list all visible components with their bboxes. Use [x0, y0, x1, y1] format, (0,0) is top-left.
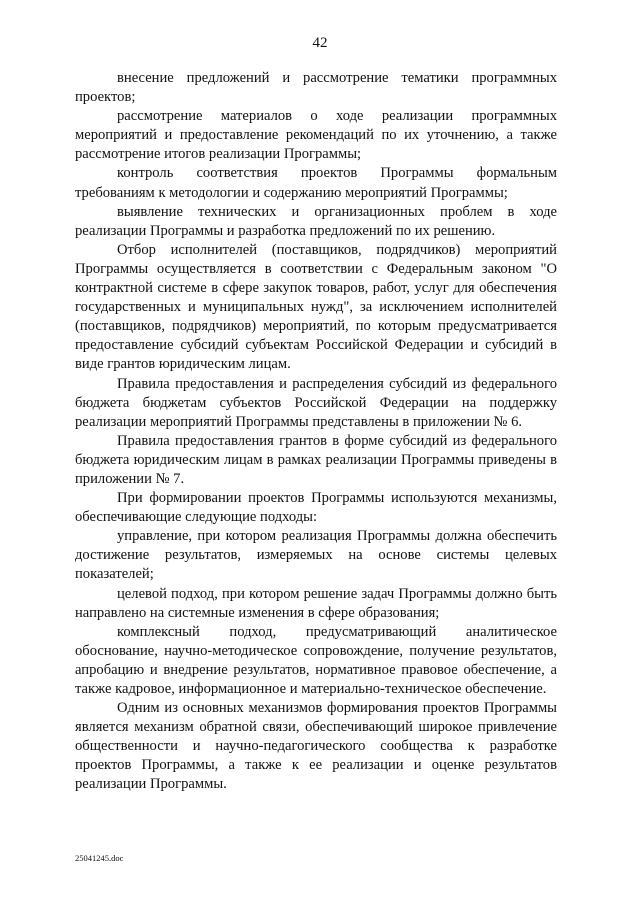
paragraph: комплексный подход, предусматривающий аналитическое обоснование, научно-методическое сопровождение, получение результатов, апробацию и внедрение результатов, нормативное правовое обеспечение, а также кадровое, информационное и материально-техническое обеспечение.: [75, 623, 557, 697]
paragraph: контроль соответствия проектов Программы формальным требованиям к методологии и содержанию мероприятий Программы;: [75, 165, 557, 201]
paragraph: рассмотрение материалов о ходе реализации программных мероприятий и предоставление рекомендаций по их уточнению, а также рассмотрение итогов реализации Программы;: [75, 108, 557, 163]
page-number: 42: [312, 35, 328, 51]
paragraph: Правила предоставления и распределения субсидий из федерального бюджета бюджетам субъектов Российской Федерации на поддержку реализации мероприятий Программы представлены в приложении № 6.: [75, 375, 557, 430]
document-body: [75, 69, 557, 795]
footer-filename: 25041245.doc: [75, 853, 124, 863]
paragraph: Правила предоставления грантов в форме субсидий из федерального бюджета юридическим лицам в рамках реализации Программы приведены в приложении № 7.: [75, 432, 557, 487]
paragraph: целевой подход, при котором решение задач Программы должно быть направлено на системные изменения в сфере образования;: [75, 585, 557, 621]
paragraph: управление, при котором реализация Программы должна обеспечить достижение результатов, измеряемых на основе системы целевых показателей;: [75, 528, 557, 583]
paragraph: Отбор исполнителей (поставщиков, подрядчиков) мероприятий Программы осуществляется в соответствии с Федеральным законом "О контрактной системе в сфере закупок товаров, работ, услуг для обеспечения государственных и муниципальных нужд", за исключением исполнителей (поставщиков, подрядчиков) мероприятий, по которым предусматривается предоставление субсидий субъектам Российской Федерации и субсидий в виде грантов юридическим лицам.: [75, 241, 557, 373]
paragraph: выявление технических и организационных проблем в ходе реализации Программы и разработка предложений по их решению.: [75, 203, 557, 239]
paragraph: При формировании проектов Программы используются механизмы, обеспечивающие следующие подходы:: [75, 490, 557, 526]
paragraph: внесение предложений и рассмотрение тематики программных проектов;: [75, 70, 557, 106]
paragraph: Одним из основных механизмов формирования проектов Программы является механизм обратной связи, обеспечивающий широкое привлечение общественности и научно-педагогического сообщества к разработке проектов Программы, а также к ее реализации и оценке результатов реализации Программы.: [75, 700, 557, 793]
